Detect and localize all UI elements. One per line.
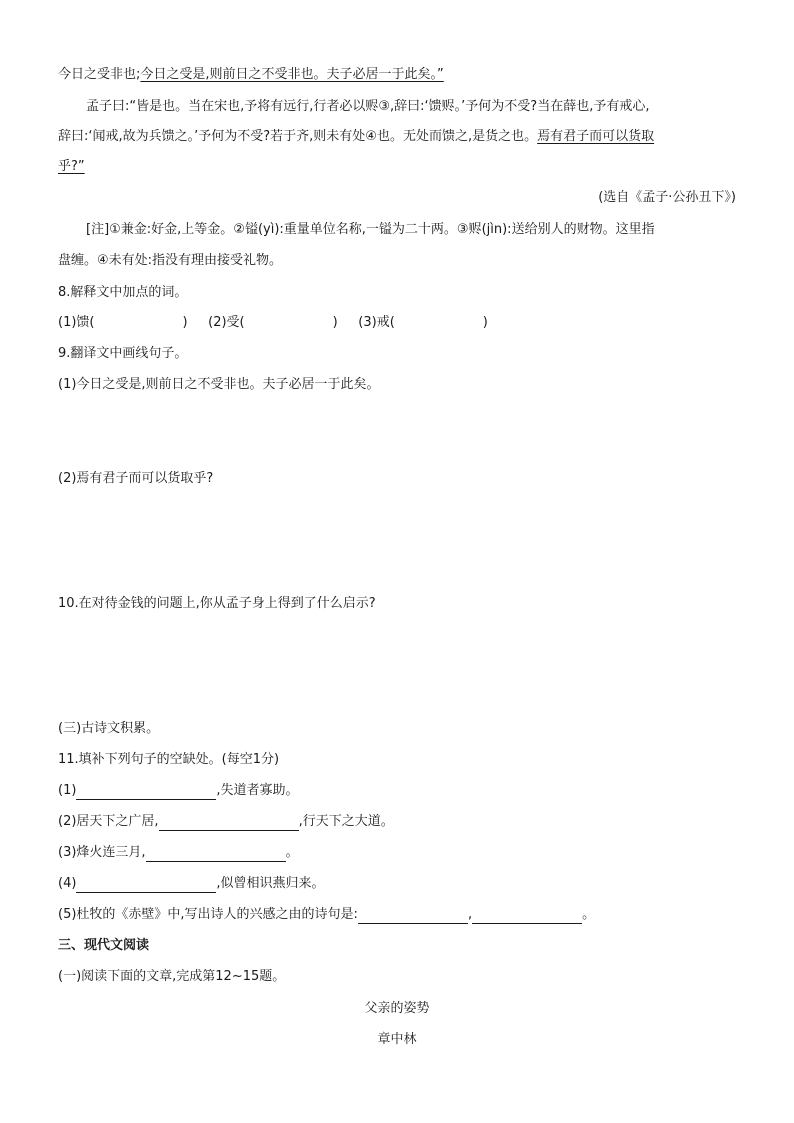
q11-item-5: (5)杜牧的《赤壁》中,写出诗人的兴感之由的诗句是: , 。	[58, 907, 596, 922]
passage-text: 辞曰:‘闻戒,故为兵馈之。’予何为不受?若于齐,则未有处④也。无处而馈之,是货之也。	[58, 129, 538, 144]
passage-line-1	[58, 66, 444, 84]
q11-item-3: (3)烽火连三月, 。	[58, 845, 299, 860]
notes-line-2: 盘缠。④未有处:指没有理由接受礼物。	[58, 253, 283, 268]
passage-text: 今日之受非也;	[58, 67, 141, 82]
q8-item-1[interactable]: (1)馈( )	[58, 315, 188, 330]
fill-blank[interactable]	[358, 909, 468, 924]
underlined-sentence-1: 今日之受是,则前日之不受非也。夫子必居一于此矣。”	[140, 67, 444, 82]
section-3-heading: 三、现代文阅读	[58, 938, 150, 953]
fill-blank[interactable]	[146, 847, 286, 862]
passage-line-2: 孟子曰:“皆是也。当在宋也,予将有远行,行者必以赆③,辞曰:‘馈赆。’予何为不受?当在薛也,予有戒心,	[86, 99, 650, 114]
fill-blank[interactable]	[472, 909, 582, 924]
fill-blank[interactable]	[159, 816, 299, 831]
question-9-sentence-1: (1)今日之受是,则前日之不受非也。夫子必居一于此矣。	[58, 377, 380, 392]
q8-item-3[interactable]: (3)戒( )	[358, 315, 488, 330]
question-8-items	[58, 314, 504, 332]
question-9: 9.翻译文中画线句子。	[58, 346, 188, 361]
question-9-sentence-2: (2)焉有君子而可以货取乎?	[58, 471, 214, 486]
question-11: 11.填补下列句子的空缺处。(每空1分)	[58, 752, 280, 767]
poem-section-heading: (三)古诗文积累。	[58, 721, 160, 736]
fill-blank[interactable]	[76, 785, 216, 800]
q11-item-2: (2)居天下之广居, ,行天下之大道。	[58, 814, 394, 829]
passage-line-4: 乎?”	[58, 159, 85, 174]
fill-blank[interactable]	[76, 878, 216, 893]
article-title: 父亲的姿势	[364, 1001, 430, 1016]
q8-item-2[interactable]: (2)受( )	[208, 315, 338, 330]
notes-line-1: [注]①兼金:好金,上等金。②镒(yì):重量单位名称,一镒为二十两。③赆(jìn):送给别人的财物。这里指	[86, 222, 655, 237]
question-10: 10.在对待金钱的问题上,你从孟子身上得到了什么启示?	[58, 596, 376, 611]
passage-source: (选自《孟子·公孙丑下》)	[598, 190, 736, 205]
underlined-sentence-2: 焉有君子而可以货取	[537, 129, 655, 144]
passage-line-3	[58, 128, 654, 146]
q11-item-4: (4) ,似曾相识燕归来。	[58, 876, 325, 891]
question-8: 8.解释文中加点的词。	[58, 285, 188, 300]
q11-item-1: (1) ,失道者寡助。	[58, 783, 299, 798]
article-author: 章中林	[377, 1032, 417, 1047]
reading-intro: (一)阅读下面的文章,完成第12~15题。	[58, 969, 286, 984]
